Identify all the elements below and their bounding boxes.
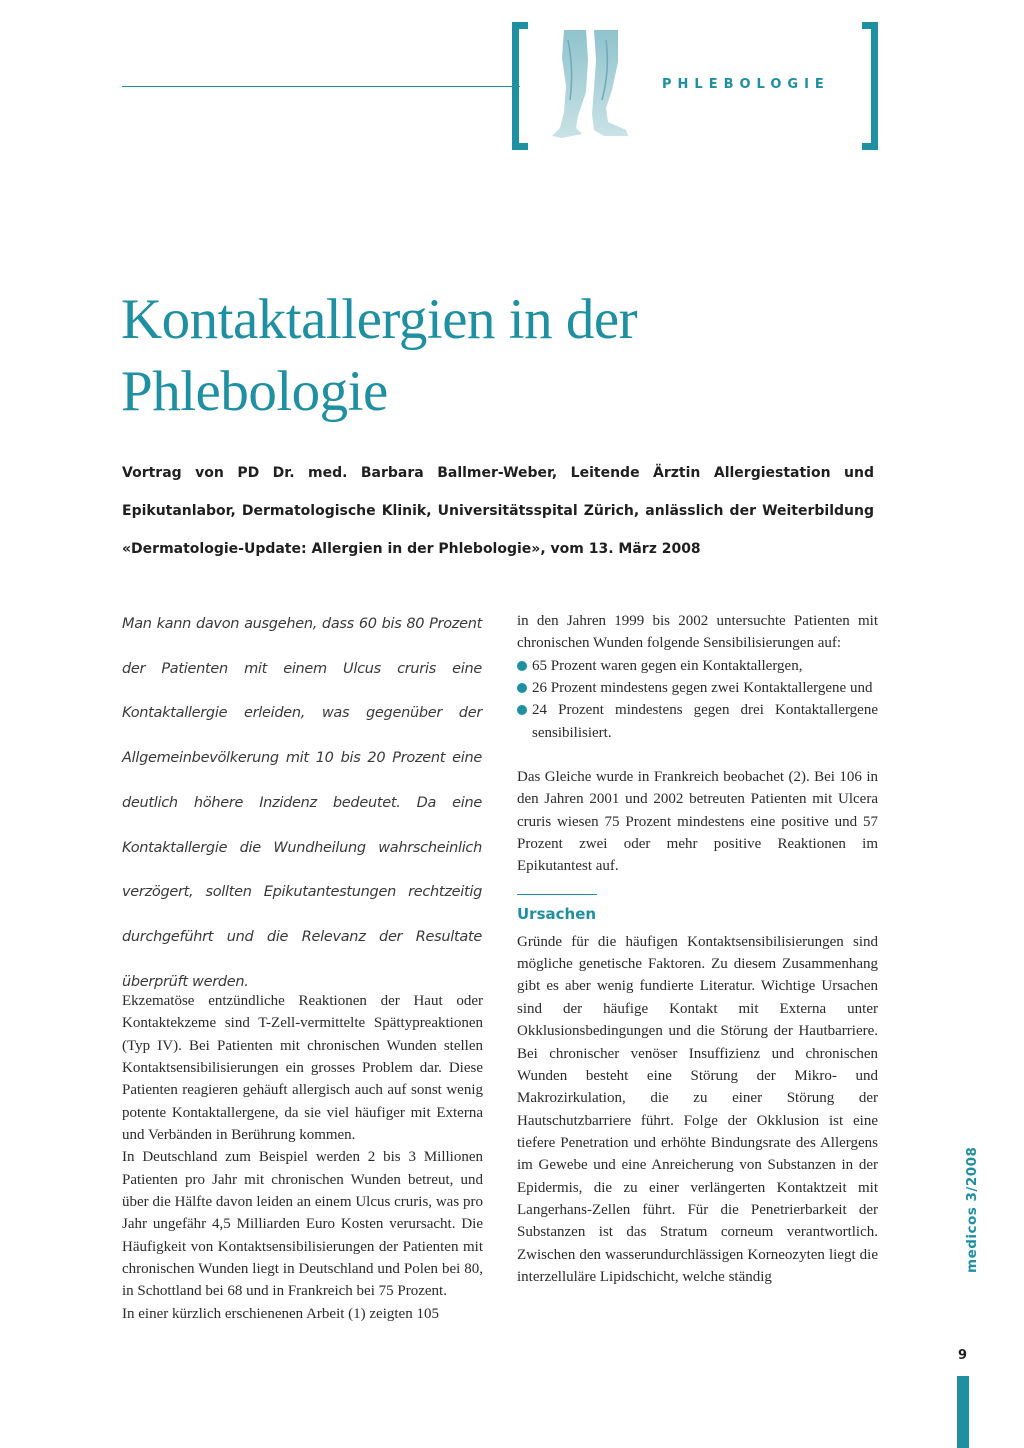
- right-column: [517, 610, 878, 1288]
- body-paragraph: In einer kürzlich erschienenen Arbeit (1) zeigten 105: [122, 1305, 439, 1322]
- title-line-1: Kontaktallergien in der: [121, 288, 638, 351]
- section-heading: Ursachen: [517, 904, 597, 923]
- article-title: [121, 284, 637, 428]
- list-item-text: 24 Prozent mindestens gegen drei Kontaktallergene sensibilisiert.: [532, 702, 878, 741]
- list-item-text: 26 Prozent mindestens gegen zwei Kontaktallergene und: [532, 680, 873, 697]
- right-bracket: [862, 22, 878, 150]
- lead-paragraph: Vortrag von PD Dr. med. Barbara Ballmer-Weber, Leitende Ärztin Allergiestation und Epikutanlabor, Dermatologische Klinik, Universitätsspital Zürich, anlässlich der Weiterbildung «Dermatologie-Update: Allergien in der Phlebologie», vom 13. März 2008: [122, 465, 874, 557]
- body-paragraph: in den Jahren 1999 bis 2002 untersuchte Patienten mit chronischen Wunden folgende Sensibilisierungen auf:: [517, 613, 878, 652]
- section-divider: [517, 894, 597, 895]
- bullet-icon: [517, 661, 527, 671]
- body-paragraph: Gründe für die häufigen Kontaktsensibilisierungen sind mögliche genetische Faktoren. Zu diesem Zusammenhang gibt es aber wenig fundierte Literatur. Wichtige Ursachen sind der häufige Kontakt mit Externa unter Okklusionsbedingungen und die Störung der Hautbarriere. Bei chronischer venöser Insuffizienz und chronischen Wunden besteht eine Störung der Mikro- und Makrozirkulation, die zu einer Störung der Hautschutzbarriere führt. Folge der Okklusion ist eine tiefere Penetration und erhöhte Bindungsrate des Allergens im Gewebe und eine Anreicherung von Substanzen in der Epidermis, die zu einer verlängerten Kontaktzeit mit Langerhans-Zellen führt. Für die Penetrierbarkeit der Substanzen ist das Stratum corneum verantwortlich. Zwischen den wasserundurchlässigen Korneozyten liegt die interzelluläre Lipidschicht, welche ständig: [517, 933, 878, 1285]
- body-paragraph: Das Gleiche wurde in Frankreich beobachet (2). Bei 106 in den Jahren 2001 und 2002 betreuten Patienten mit Ulcera cruris wiesen 75 Prozent mindestens eine positive und 57 Prozent zwei oder mehr positive Reaktionen im Epikutantest auf.: [517, 769, 878, 875]
- body-paragraph: In Deutschland zum Beispiel werden 2 bis 3 Millionen Patienten pro Jahr mit chronischen Wunden betreut, und über die Hälfte davon leiden an einem Ulcus cruris, was pro Jahr ungefähr 4,5 Milliarden Euro Kosten verursacht. Die Häufigkeit von Kontaktsensibilisierungen der Patienten mit chronischen Wunden liegt in Deutschland und Polen bei 80, in Schottland bei 68 und in Frankreich bei 75 Prozent.: [122, 1149, 483, 1300]
- spacer: [517, 744, 878, 766]
- abstract: Man kann davon ausgehen, dass 60 bis 80 Prozent der Patienten mit einem Ulcus cruris eine Kontaktallergie erleiden, was gegenüber der Allgemeinbevölkerung mit 10 bis 20 Prozent eine deutlich höhere Inzidenz bedeutet. Da eine Kontaktallergie die Wundheilung wahrscheinlich verzögert, sollten Epikutantestungen rechtzeitig durchgeführt und die Relevanz der Resultate überprüft werden.: [122, 616, 482, 990]
- title-line-2: Phlebologie: [121, 360, 388, 423]
- left-bracket: [512, 22, 528, 150]
- list-item: [517, 655, 878, 677]
- page-number: 9: [958, 1348, 968, 1363]
- journal-issue: medicos 3/2008: [964, 1146, 980, 1273]
- bullet-icon: [517, 683, 527, 693]
- bullet-list: [517, 655, 878, 744]
- legs-photo: [548, 30, 642, 142]
- list-item: [517, 699, 878, 744]
- header-rule: [122, 86, 520, 87]
- left-column: [122, 990, 483, 1325]
- list-item: [517, 677, 878, 699]
- list-item-text: 65 Prozent waren gegen ein Kontaktallergen,: [532, 657, 803, 674]
- bullet-icon: [517, 705, 527, 715]
- page-tab: [957, 1376, 969, 1448]
- body-paragraph: Ekzematöse entzündliche Reaktionen der Haut oder Kontaktekzeme sind T-Zell-vermittelte Spättypreaktionen (Typ IV). Bei Patienten mit chronischen Wunden stellen Kontaktsensibilisierungen ein grosses Problem dar. Diese Patienten reagieren gehäuft allergisch auch auf sonst wenig potente Kontaktallergene, da sie viel häufiger mit Externa und Verbänden in Berührung kommen.: [122, 993, 483, 1144]
- section-label: PHLEBOLOGIE: [662, 77, 830, 92]
